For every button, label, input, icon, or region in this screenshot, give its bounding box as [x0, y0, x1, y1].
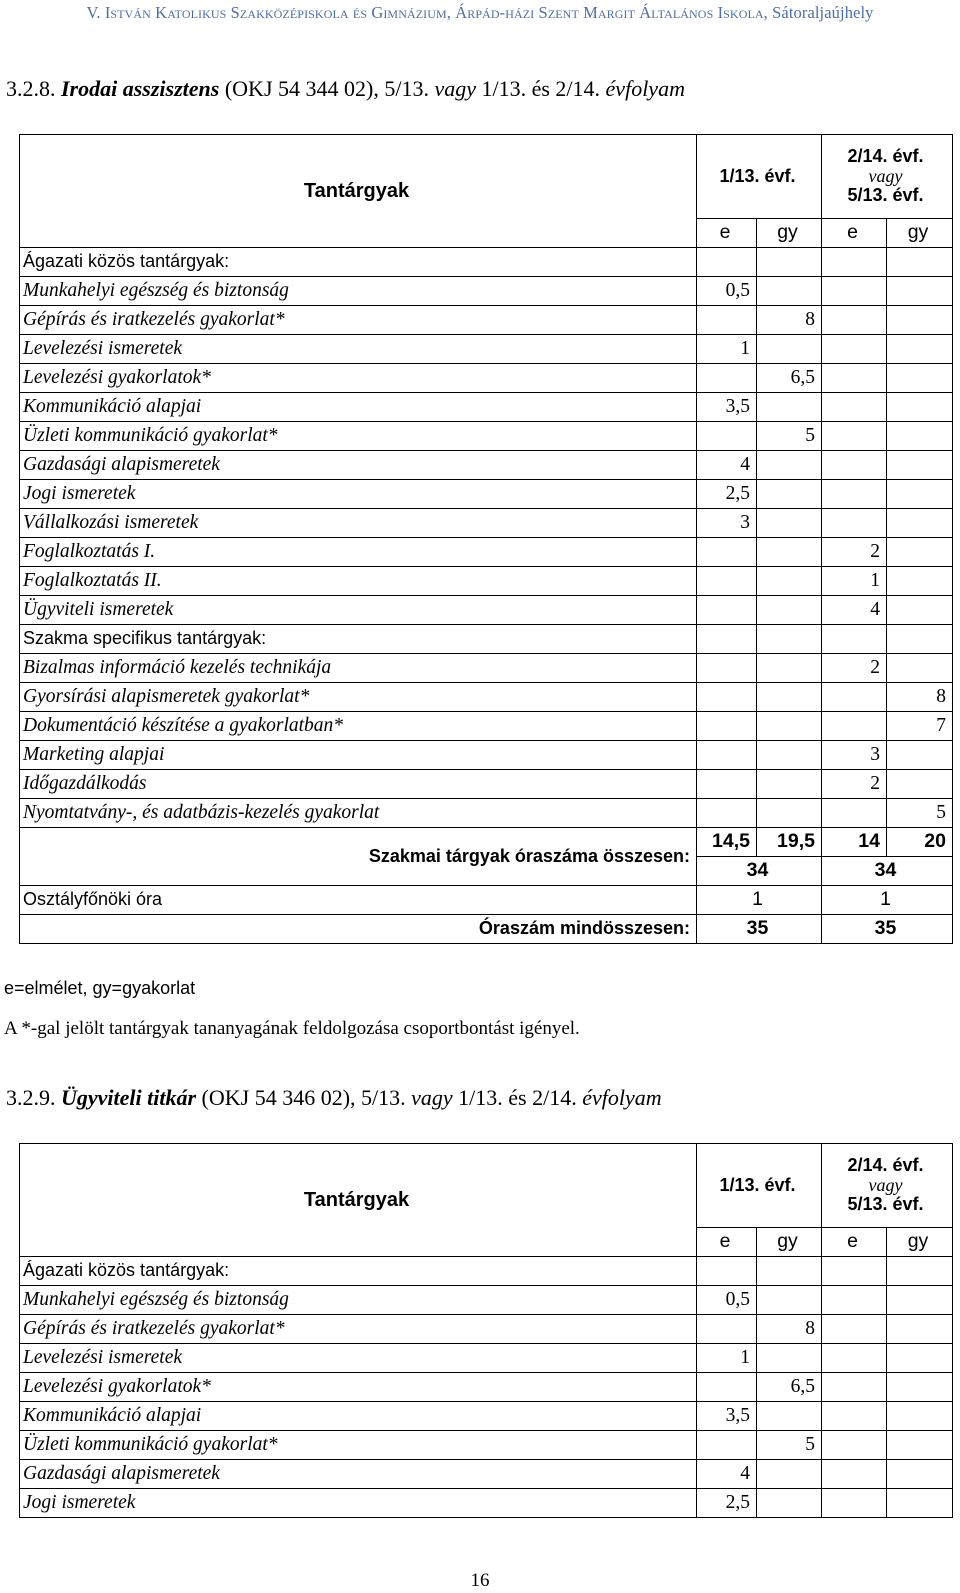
hours-cell: 3,5 — [697, 393, 757, 422]
header-col2-top: 2/14. évf. — [847, 1154, 924, 1175]
hours-cell — [822, 509, 887, 538]
hours-cell — [757, 277, 822, 306]
sum-total: 34 — [697, 857, 822, 886]
subject-row — [20, 683, 953, 712]
hours-cell — [887, 654, 953, 683]
hours-cell: 1 — [697, 1344, 757, 1373]
hours-cell — [887, 393, 953, 422]
hours-cell: 4 — [697, 1460, 757, 1489]
subject-name: Levelezési gyakorlatok* — [20, 364, 697, 393]
group-row — [20, 248, 953, 277]
hours-cell — [757, 1286, 822, 1315]
subject-row — [20, 1431, 953, 1460]
header-col-2-14 — [822, 1144, 953, 1228]
hours-cell — [697, 306, 757, 335]
subject-name: Nyomtatvány-, és adatbázis-kezelés gyakorlat — [20, 799, 697, 828]
subject-row — [20, 1460, 953, 1489]
hours-cell — [887, 277, 953, 306]
subject-name: Kommunikáció alapjai — [20, 393, 697, 422]
subject-row — [20, 538, 953, 567]
section-evf: évfolyam — [605, 76, 685, 101]
subject-row — [20, 712, 953, 741]
homeroom-label: Osztályfőnöki óra — [20, 886, 697, 915]
hours-cell — [822, 712, 887, 741]
hours-cell — [822, 480, 887, 509]
hours-cell — [757, 335, 822, 364]
header-col-1-13: 1/13. évf. — [697, 1144, 822, 1228]
subject-row — [20, 567, 953, 596]
hours-cell — [757, 770, 822, 799]
group-label: Ágazati közös tantárgyak: — [20, 248, 697, 277]
header-col2-vagy: vagy — [868, 1174, 903, 1195]
hours-cell — [887, 1489, 953, 1518]
subject-row — [20, 1286, 953, 1315]
hours-cell — [697, 364, 757, 393]
hours-cell — [697, 770, 757, 799]
group-label: Ágazati közös tantárgyak: — [20, 1257, 697, 1286]
hours-cell: 6,5 — [757, 364, 822, 393]
sum-label: Szakmai tárgyak óraszáma összesen: — [20, 828, 697, 886]
subject-name: Foglalkoztatás I. — [20, 538, 697, 567]
hours-cell: 1 — [697, 335, 757, 364]
subject-row — [20, 1402, 953, 1431]
hours-cell — [822, 306, 887, 335]
hours-cell — [697, 741, 757, 770]
subject-name: Foglalkoztatás II. — [20, 567, 697, 596]
hours-cell — [822, 1373, 887, 1402]
total-value: 35 — [697, 915, 822, 944]
hours-cell — [757, 538, 822, 567]
hours-cell — [757, 393, 822, 422]
hours-cell — [822, 1344, 887, 1373]
hours-cell — [822, 1286, 887, 1315]
hours-cell: 2,5 — [697, 1489, 757, 1518]
subject-row — [20, 451, 953, 480]
header-e: e — [822, 219, 887, 248]
hours-cell — [822, 1489, 887, 1518]
hours-cell — [887, 422, 953, 451]
hours-cell: 2 — [822, 654, 887, 683]
header-city: Sátoraljaújhely — [772, 3, 874, 22]
subject-name: Dokumentáció készítése a gyakorlatban* — [20, 712, 697, 741]
total-label: Óraszám mindösszesen: — [20, 915, 697, 944]
hours-cell — [697, 538, 757, 567]
subject-name: Marketing alapjai — [20, 741, 697, 770]
header-col2-top: 2/14. évf. — [847, 145, 924, 166]
hours-cell — [757, 509, 822, 538]
header-col2-vagy: vagy — [868, 165, 903, 186]
hours-cell: 0,5 — [697, 277, 757, 306]
subject-row — [20, 799, 953, 828]
header-gy: gy — [757, 1228, 822, 1257]
subject-row — [20, 422, 953, 451]
hours-cell — [822, 1431, 887, 1460]
hours-cell — [697, 422, 757, 451]
hours-cell — [757, 683, 822, 712]
sum-value: 20 — [887, 828, 953, 857]
hours-cell — [887, 1344, 953, 1373]
hours-cell: 5 — [757, 422, 822, 451]
hours-cell — [822, 1315, 887, 1344]
subject-name: Kommunikáció alapjai — [20, 1402, 697, 1431]
group-label: Szakma specifikus tantárgyak: — [20, 625, 697, 654]
section-okj: (OKJ 54 346 02), 5/13. — [201, 1085, 406, 1110]
header-subjects: Tantárgyak — [20, 135, 697, 248]
hours-cell — [757, 596, 822, 625]
hours-cell: 3 — [822, 741, 887, 770]
subject-row — [20, 1315, 953, 1344]
section-name: Ügyviteli titkár — [61, 1085, 197, 1110]
subject-name: Munkahelyi egészség és biztonság — [20, 1286, 697, 1315]
header-col2-bot: 5/13. évf. — [847, 185, 924, 206]
hours-cell — [887, 509, 953, 538]
header-school-name: stván — [110, 3, 156, 22]
header-school-rest: atolikus Szakközépiskola és Gimnázium, Árpád-házi Szent Margit Általános Iskola, — [167, 3, 773, 22]
hours-cell — [887, 451, 953, 480]
curriculum-table-1 — [19, 134, 953, 944]
hours-cell — [887, 1402, 953, 1431]
subject-row — [20, 335, 953, 364]
sum-value: 14,5 — [697, 828, 757, 857]
page-number: 16 — [470, 1570, 490, 1591]
homeroom-value: 1 — [697, 886, 822, 915]
subject-row — [20, 480, 953, 509]
hours-cell — [697, 712, 757, 741]
section-vagy: vagy — [434, 76, 476, 101]
hours-cell — [822, 335, 887, 364]
hours-cell — [757, 654, 822, 683]
header-gy: gy — [887, 1228, 953, 1257]
sum-total: 34 — [822, 857, 953, 886]
hours-cell — [822, 799, 887, 828]
section-vagy: vagy — [411, 1085, 453, 1110]
subject-name: Ügyviteli ismeretek — [20, 596, 697, 625]
section-name: Irodai asszisztens — [61, 76, 220, 101]
hours-cell — [887, 480, 953, 509]
hours-cell — [757, 567, 822, 596]
hours-cell: 2 — [822, 770, 887, 799]
subject-row — [20, 654, 953, 683]
hours-cell — [887, 1286, 953, 1315]
subject-row — [20, 1373, 953, 1402]
sum-value: 14 — [822, 828, 887, 857]
subject-name: Üzleti kommunikáció gyakorlat* — [20, 422, 697, 451]
subject-name: Bizalmas információ kezelés technikája — [20, 654, 697, 683]
hours-cell — [757, 1489, 822, 1518]
header-subjects: Tantárgyak — [20, 1144, 697, 1257]
hours-cell — [822, 393, 887, 422]
total-value: 35 — [822, 915, 953, 944]
header-col-2-14 — [822, 135, 953, 219]
page-header — [0, 3, 960, 23]
section-evf: évfolyam — [582, 1085, 662, 1110]
subject-name: Időgazdálkodás — [20, 770, 697, 799]
legend-note: e=elmélet, gy=gyakorlat — [4, 978, 196, 998]
subject-row — [20, 1344, 953, 1373]
hours-cell — [887, 335, 953, 364]
hours-cell: 5 — [757, 1431, 822, 1460]
section-grades: 1/13. és 2/14. — [481, 76, 601, 101]
subject-name: Munkahelyi egészség és biztonság — [20, 277, 697, 306]
section-title-2 — [6, 1085, 662, 1111]
header-k: K — [155, 3, 168, 22]
hours-cell — [887, 596, 953, 625]
section-number: 3.2.9. — [6, 1085, 56, 1110]
hours-cell — [697, 567, 757, 596]
hours-cell: 1 — [822, 567, 887, 596]
hours-cell — [757, 799, 822, 828]
hours-cell — [822, 422, 887, 451]
hours-cell — [697, 799, 757, 828]
hours-cell: 4 — [697, 451, 757, 480]
subject-name: Gépírás és iratkezelés gyakorlat* — [20, 1315, 697, 1344]
subject-row — [20, 364, 953, 393]
hours-cell — [697, 654, 757, 683]
subject-name: Jogi ismeretek — [20, 480, 697, 509]
header-col2-bot: 5/13. évf. — [847, 1194, 924, 1215]
hours-cell — [887, 1460, 953, 1489]
hours-cell — [887, 1431, 953, 1460]
subject-name: Jogi ismeretek — [20, 1489, 697, 1518]
hours-cell: 8 — [757, 306, 822, 335]
subject-row — [20, 509, 953, 538]
hours-cell: 5 — [887, 799, 953, 828]
subject-row — [20, 1489, 953, 1518]
hours-cell — [697, 1315, 757, 1344]
sum-value: 19,5 — [757, 828, 822, 857]
subject-name: Gépírás és iratkezelés gyakorlat* — [20, 306, 697, 335]
hours-cell — [757, 451, 822, 480]
hours-cell — [887, 364, 953, 393]
subject-row — [20, 770, 953, 799]
section-grades: 1/13. és 2/14. — [458, 1085, 577, 1110]
hours-cell — [822, 451, 887, 480]
hours-cell: 7 — [887, 712, 953, 741]
header-gy: gy — [757, 219, 822, 248]
subject-name: Gazdasági alapismeretek — [20, 1460, 697, 1489]
section-number: 3.2.8. — [6, 76, 56, 101]
hours-cell — [887, 567, 953, 596]
hours-cell — [757, 712, 822, 741]
header-col-1-13: 1/13. évf. — [697, 135, 822, 219]
hours-cell — [822, 1402, 887, 1431]
hours-cell: 0,5 — [697, 1286, 757, 1315]
header-e: e — [697, 1228, 757, 1257]
hours-cell — [757, 741, 822, 770]
hours-cell — [697, 1373, 757, 1402]
subject-name: Üzleti kommunikáció gyakorlat* — [20, 1431, 697, 1460]
homeroom-value: 1 — [822, 886, 953, 915]
hours-cell — [697, 1431, 757, 1460]
group-row — [20, 1257, 953, 1286]
section-okj: (OKJ 54 344 02), 5/13. — [224, 76, 429, 101]
subject-row — [20, 393, 953, 422]
hours-cell — [822, 364, 887, 393]
hours-cell: 2 — [822, 538, 887, 567]
subject-row — [20, 741, 953, 770]
hours-cell: 6,5 — [757, 1373, 822, 1402]
group-row — [20, 625, 953, 654]
hours-cell: 3,5 — [697, 1402, 757, 1431]
hours-cell — [822, 1460, 887, 1489]
hours-cell: 4 — [822, 596, 887, 625]
header-e: e — [822, 1228, 887, 1257]
group-split-note: A *-gal jelölt tantárgyak tananyagának feldolgozása csoportbontást igényel. — [4, 1018, 580, 1039]
hours-cell — [822, 277, 887, 306]
subject-row — [20, 306, 953, 335]
hours-cell — [757, 1402, 822, 1431]
subject-name: Levelezési gyakorlatok* — [20, 1373, 697, 1402]
hours-cell — [697, 596, 757, 625]
curriculum-table-2 — [19, 1143, 953, 1518]
hours-cell — [822, 683, 887, 712]
subject-row — [20, 277, 953, 306]
hours-cell — [887, 538, 953, 567]
subject-name: Gyorsírási alapismeretek gyakorlat* — [20, 683, 697, 712]
hours-cell — [697, 683, 757, 712]
hours-cell — [887, 770, 953, 799]
hours-cell — [757, 1344, 822, 1373]
hours-cell: 8 — [757, 1315, 822, 1344]
subject-name: Vállalkozási ismeretek — [20, 509, 697, 538]
header-e: e — [697, 219, 757, 248]
section-title-1 — [6, 76, 685, 102]
subject-name: Levelezési ismeretek — [20, 1344, 697, 1373]
subject-row — [20, 596, 953, 625]
header-initial: V. I — [86, 3, 111, 22]
hours-cell — [887, 306, 953, 335]
hours-cell: 2,5 — [697, 480, 757, 509]
hours-cell — [887, 741, 953, 770]
hours-cell: 3 — [697, 509, 757, 538]
hours-cell — [887, 1373, 953, 1402]
subject-name: Gazdasági alapismeretek — [20, 451, 697, 480]
header-gy: gy — [887, 219, 953, 248]
hours-cell — [757, 480, 822, 509]
hours-cell — [757, 1460, 822, 1489]
hours-cell — [887, 1315, 953, 1344]
hours-cell: 8 — [887, 683, 953, 712]
subject-name: Levelezési ismeretek — [20, 335, 697, 364]
